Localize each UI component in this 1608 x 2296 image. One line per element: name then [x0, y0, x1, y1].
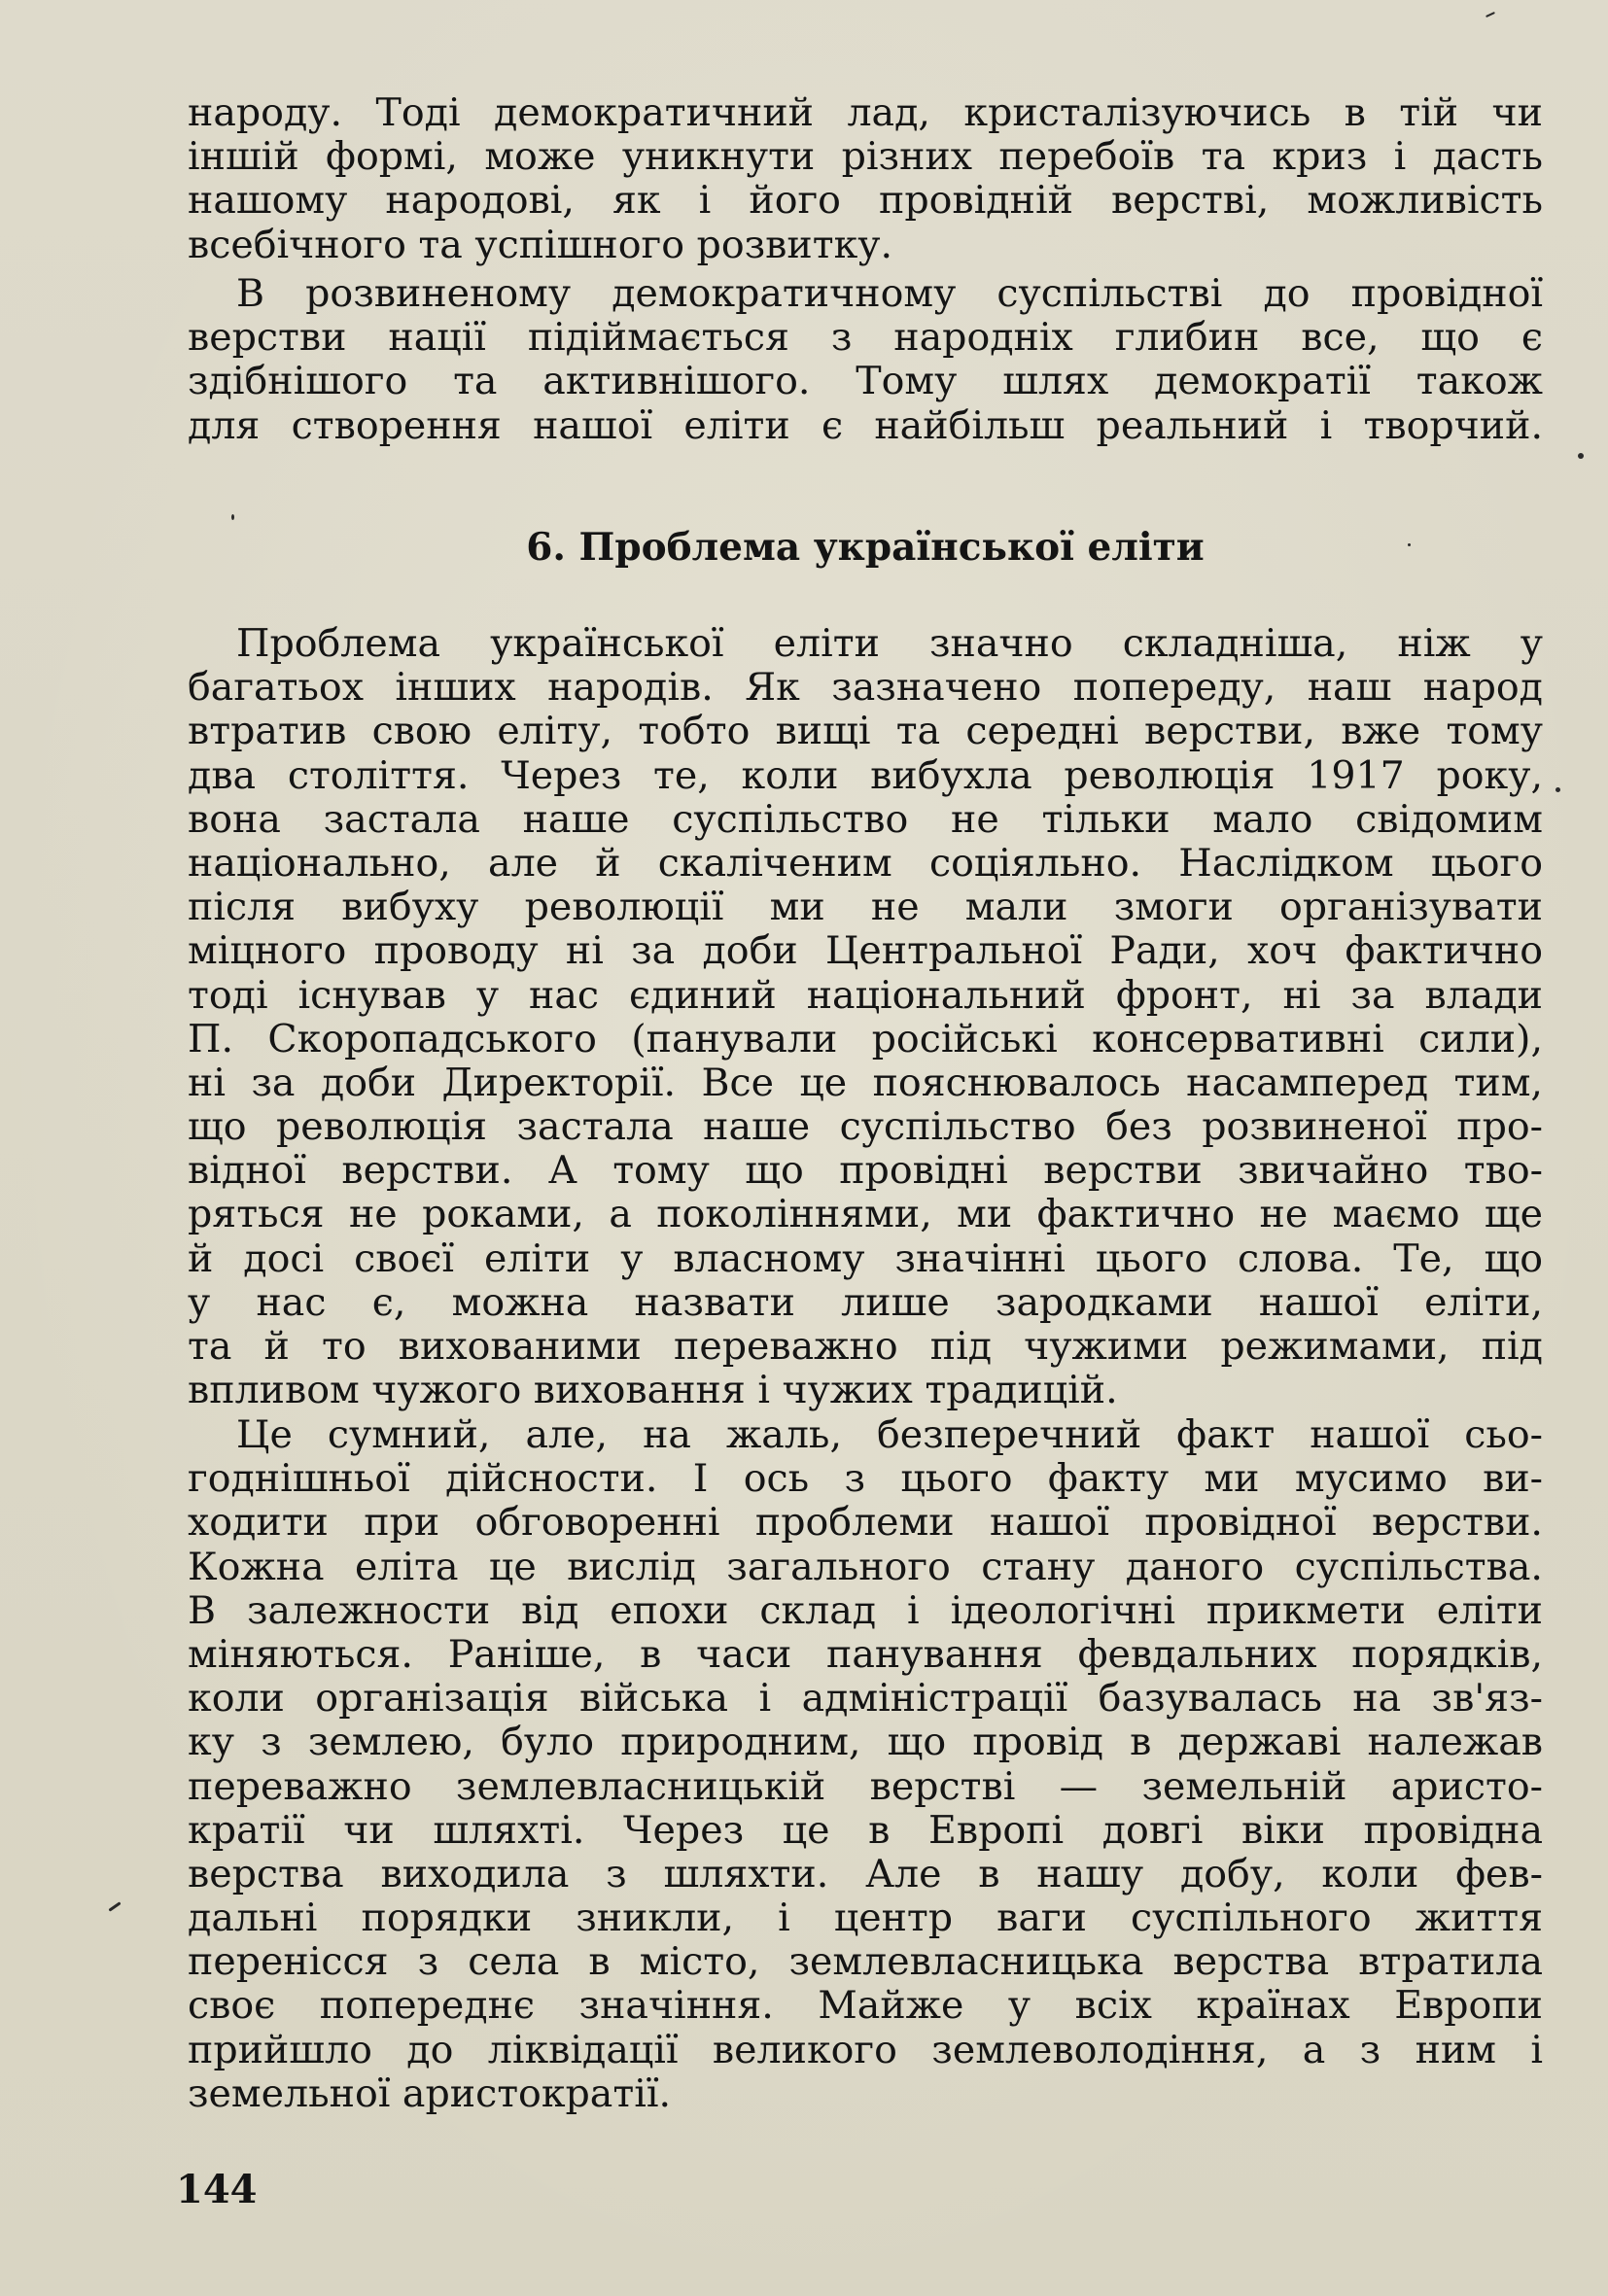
text-line: тоді існував у нас єдиний національний фронт, ні за влади	[188, 973, 1543, 1018]
text-line: й досі своєї еліти у власному значінні цього слова. Те, що	[188, 1236, 1543, 1281]
text-line: іншій формі, може уникнути різних перебоїв та криз і дасть	[188, 135, 1543, 180]
text-line: переважно землевласницькій верстві — земельній аристо-	[188, 1764, 1543, 1809]
text-line: у нас є, можна назвати лише зародками нашої еліти,	[188, 1280, 1543, 1325]
text-line: ряться не роками, а поколіннями, ми фактично не маємо ще	[188, 1193, 1543, 1237]
text-line: народу. Тоді демократичний лад, кристалізуючись в тій чи	[188, 91, 1543, 135]
scan-speck	[1556, 787, 1560, 792]
text-line: Кожна еліта це вислід загального стану даного суспільства.	[188, 1545, 1543, 1589]
text-line: після вибуху революції ми не мали змоги організувати	[188, 886, 1543, 930]
text-line: дальні порядки зникли, і центр ваги суспільного життя	[188, 1896, 1543, 1941]
text-line: впливом чужого виховання і чужих традицій.	[188, 1369, 1118, 1413]
text-line: міняються. Раніше, в часи панування февдальних порядків,	[188, 1632, 1543, 1677]
text-line: кратії чи шляхті. Через це в Европі довгі віки провідна	[188, 1808, 1543, 1853]
text-line: два століття. Через те, коли вибухла революція 1917 року,	[188, 753, 1543, 798]
text-line: здібнішого та активнішого. Тому шлях демократії також	[188, 360, 1543, 404]
text-line: ку з землею, було природним, що провід в державі належав	[188, 1721, 1543, 1765]
text-line: нашому народові, як і його провідній верстві, можливість	[188, 179, 1543, 224]
paragraph-democracy	[188, 272, 1543, 448]
text-line: відної верстви. А тому що провідні верстви звичайно тво-	[188, 1149, 1543, 1194]
text-line: верстви нації підіймається з народніх глибин все, що є	[188, 316, 1543, 361]
text-line: коли організація війська і адміністрації базувалась на зв'яз-	[188, 1677, 1543, 1722]
text-line: національно, але й скаліченим соціяльно. Наслідком цього	[188, 841, 1543, 886]
scan-speck	[231, 514, 234, 520]
text-line: що революція застала наше суспільство без розвиненої про-	[188, 1105, 1543, 1150]
text-line: ні за доби Директорії. Все це пояснювалось насамперед тим,	[188, 1061, 1543, 1105]
text-line: годнішньої дійсности. І ось з цього факту ми мусимо ви-	[188, 1457, 1543, 1502]
text-line: верства виходила з шляхти. Але в нашу добу, коли фев-	[188, 1852, 1543, 1896]
text-line: вона застала наше суспільство не тільки мало свідомим	[188, 797, 1543, 842]
page-number: 144	[176, 2167, 258, 2212]
text-line: багатьох інших народів. Як зазначено попереду, наш народ	[188, 666, 1543, 711]
text-line: міцного проводу ні за доби Центральної Ради, хоч фактично	[188, 929, 1543, 974]
text-line: ходити при обговоренні проблеми нашої провідної верстви.	[188, 1501, 1543, 1546]
paragraph-problem	[188, 622, 1543, 1412]
text-line: Проблема української еліти значно складніша, ніж у	[236, 622, 1543, 666]
section-heading: 6. Проблема української еліти	[526, 525, 1205, 570]
text-line: П. Скоропадського (панували російські консервативні сили),	[188, 1017, 1543, 1061]
text-line: прийшло до ліквідації великого землеволодіння, а з ним і	[188, 2028, 1543, 2072]
text-line: втратив свою еліту, тобто вищі та середні верстви, вже тому	[188, 710, 1543, 754]
text-line: Це сумний, але, на жаль, безперечний факт нашої сьо-	[236, 1413, 1543, 1457]
scan-speck	[108, 1901, 121, 1911]
text-line: земельної аристократії.	[188, 2071, 672, 2116]
text-line: своє попереднє значіння. Майже у всіх країнах Европи	[188, 1984, 1543, 2029]
text-line: перенісся з села в місто, землевласницька верства втратила	[188, 1940, 1543, 1985]
paragraph-fact	[188, 1413, 1543, 2116]
text-line: В залежности від епохи склад і ідеологічні прикмети еліти	[188, 1588, 1543, 1633]
paragraph-top	[188, 91, 1543, 267]
text-line: всебічного та успішного розвитку.	[188, 223, 893, 267]
scan-speck	[1578, 453, 1584, 459]
text-line: та й то вихованими переважно під чужими режимами, під	[188, 1325, 1543, 1369]
scan-speck	[1408, 543, 1411, 546]
text-line: В розвиненому демократичному суспільстві до провідної	[236, 272, 1543, 316]
text-line: для створення нашої еліти є найбільш реальний і творчий.	[188, 403, 1543, 448]
scan-speck	[1486, 12, 1495, 17]
